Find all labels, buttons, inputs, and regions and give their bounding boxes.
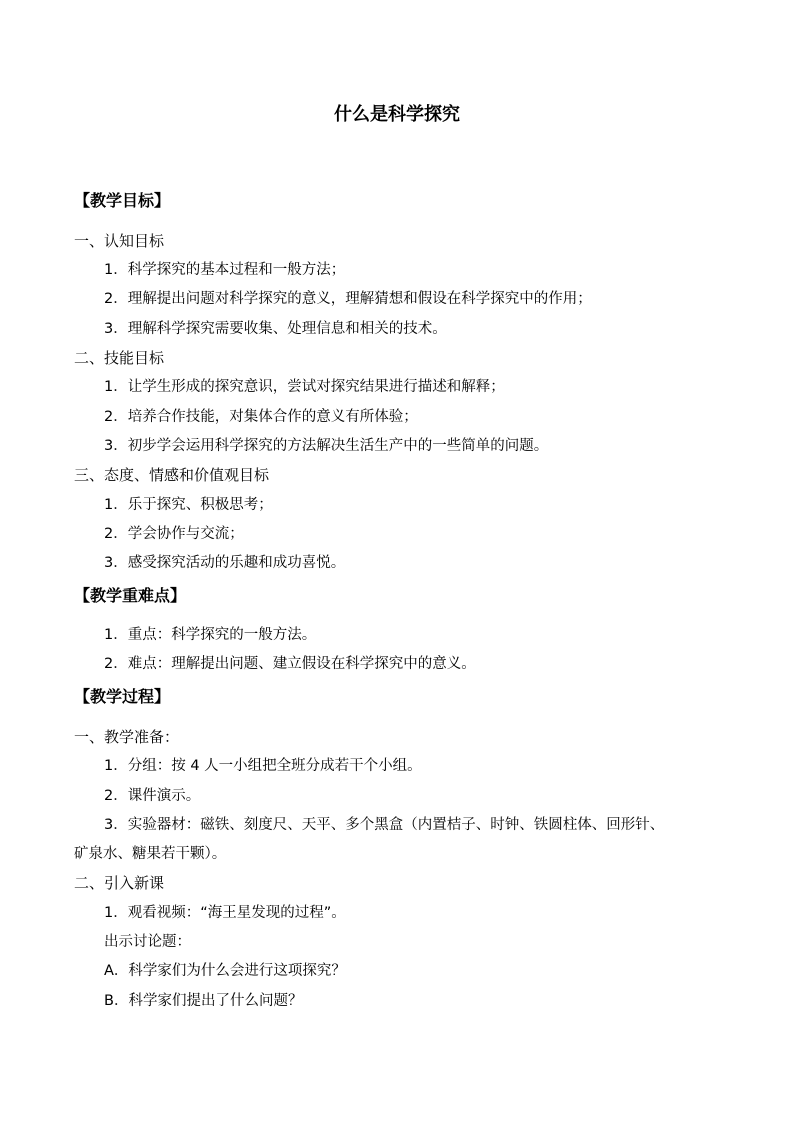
section-heading-process: 【教学过程】	[74, 687, 171, 706]
section-heading-key-points: 【教学重难点】	[74, 586, 187, 605]
list-item: A．科学家们为什么会进行这项探究？	[104, 963, 346, 979]
list-item: B．科学家们提出了什么问题？	[104, 993, 303, 1009]
list-item: 2．学会协作与交流；	[104, 526, 244, 542]
list-item: 1．分组：按 4 人一小组把全班分成若干个小组。	[104, 758, 422, 774]
list-item: 1．重点：科学探究的一般方法。	[104, 627, 317, 643]
sub-heading-intro: 二、引入新课	[74, 874, 165, 892]
list-item-continuation: 矿泉水、糖果若干颗）。	[74, 846, 227, 862]
list-item: 3．理解科学探究需要收集、处理信息和相关的技术。	[104, 321, 447, 337]
list-item: 2．理解提出问题对科学探究的意义，理解猜想和假设在科学探究中的作用；	[104, 291, 592, 307]
list-item: 1．观看视频：“海王星发现的过程”。	[104, 905, 346, 921]
list-item: 2．课件演示。	[104, 788, 201, 804]
list-item: 1．科学探究的基本过程和一般方法；	[104, 262, 346, 278]
list-item: 3．感受探究活动的乐趣和成功喜悦。	[104, 555, 346, 571]
section-heading-goals: 【教学目标】	[74, 191, 171, 210]
list-item: 1．让学生形成的探究意识，尝试对探究结果进行描述和解释；	[104, 379, 505, 395]
sub-heading-skills: 二、技能目标	[74, 349, 165, 367]
sub-heading-attitude: 三、态度、情感和价值观目标	[74, 466, 270, 484]
list-item: 3．初步学会运用科学探究的方法解决生活生产中的一些简单的问题。	[104, 438, 549, 454]
sub-heading-preparation: 一、教学准备：	[74, 728, 180, 746]
sub-heading-cognitive: 一、认知目标	[74, 232, 165, 250]
list-item: 3．实验器材：磁铁、刻度尺、天平、多个黑盒（内置桔子、时钟、铁圆柱体、回形针、	[104, 817, 665, 833]
list-item: 2．培养合作技能，对集体合作的意义有所体验；	[104, 409, 418, 425]
page-title: 什么是科学探究	[334, 104, 460, 125]
list-item: 出示讨论题：	[104, 934, 191, 950]
list-item: 1．乐于探究、积极思考；	[104, 497, 273, 513]
list-item: 2．难点：理解提出问题、建立假设在科学探究中的意义。	[104, 656, 476, 672]
